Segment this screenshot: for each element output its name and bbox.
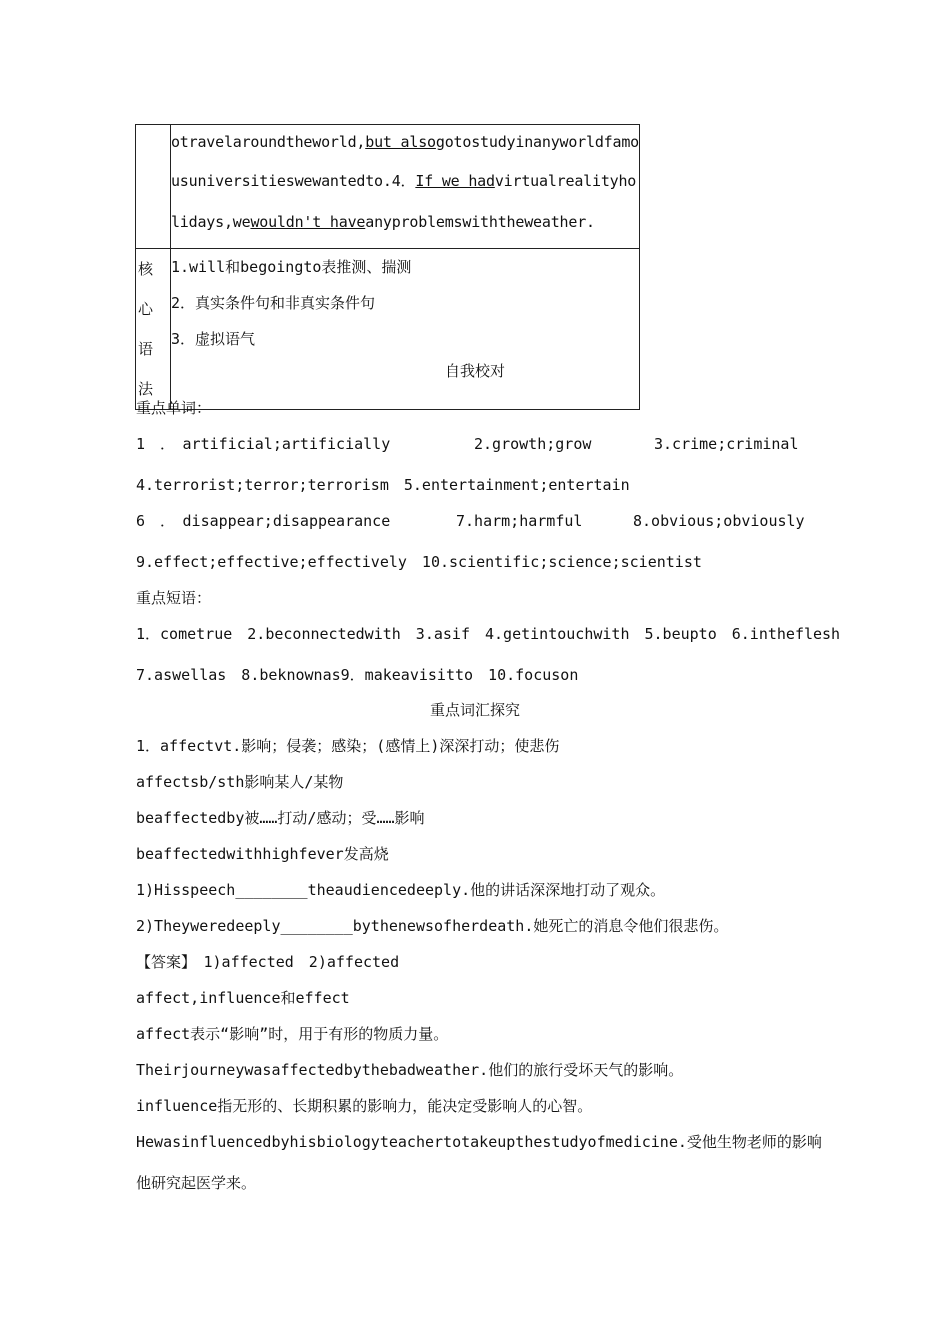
grammar-label-line: 法 [138, 380, 158, 398]
table-line [171, 207, 639, 248]
text-span: anyproblemswiththeweather. [365, 213, 595, 231]
key-words-title: 重点单词： [136, 399, 212, 417]
text-span: gotostudyinanyworldfamo [435, 133, 639, 151]
grammar-label-line: 核 心 语 [138, 260, 158, 358]
vocab-line: affectsb/sth影响某人/某物 [136, 773, 344, 791]
key-words-line [136, 433, 799, 454]
table-line [171, 166, 639, 207]
vocab-line: affect表示“影响”时，用于有形的物质力量。 [136, 1025, 449, 1043]
key-words-line: 4.terrorist;terror;terrorism 5.entertainment;entertain [136, 476, 630, 494]
text-span: otravelaroundtheworld, [170, 133, 366, 151]
underlined-text: but also [365, 133, 436, 151]
table-row [136, 249, 640, 410]
heading-vocab: 重点词汇探究 [429, 701, 520, 719]
example-line: Hewasinfluencedbyhisbiologyteachertotakeupthestudyofmedicine.受他生物老师的影响 [136, 1133, 822, 1151]
exercise-line: 1)Hisspeech________theaudiencedeeply.他的讲话深深地打动了观众。 [136, 881, 666, 899]
underlined-text: wouldn't have [250, 213, 366, 231]
grammar-item: 3．虚拟语气 [170, 330, 255, 348]
table-row [136, 125, 640, 249]
grammar-items-cell [170, 249, 639, 410]
key-phrases-title: 重点短语： [136, 589, 212, 607]
example-line: Theirjourneywasaffectedbythebadweather.他们的旅行受坏天气的影响。 [136, 1061, 684, 1079]
key-words-line [136, 510, 805, 531]
underlined-text: If we had [415, 172, 495, 190]
word-entry: 2.growth;grow [474, 435, 592, 453]
example-line: 他研究起医学来。 [136, 1174, 257, 1192]
vocab-line: influence指无形的、长期积累的影响力，能决定受影响人的心智。 [136, 1097, 593, 1115]
table-line [171, 127, 639, 168]
grammar-label [136, 249, 170, 409]
vocab-line: 1．affectvt.影响；侵袭；感染；(感情上)深深打动；使悲伤 [136, 737, 560, 755]
word-entry: 8.obvious;obviously [633, 512, 805, 530]
key-words-line: 9.effect;effective;effectively 10.scientific;science;scientist [136, 553, 702, 571]
text-span: virtualrealityho [494, 172, 637, 190]
word-entry: 6 ． disappear;disappearance [136, 512, 391, 530]
vocab-line: beaffectedwithhighfever发高烧 [136, 845, 389, 863]
key-phrases-line: 7.aswellas 8.beknownas9．makeavisitto 10.focuson [136, 666, 579, 684]
heading-self-check: 自我校对 [444, 362, 505, 380]
word-entry: 1 ． artificial;artificially [136, 435, 391, 453]
word-entry: 3.crime;criminal [654, 435, 799, 453]
grammar-label-cell [136, 249, 171, 410]
key-phrases-line: 1．cometrue 2.beconnectedwith 3.asif 4.getintouchwith 5.beupto 6.intheflesh [136, 625, 841, 643]
answer-line: 【答案】 1)affected 2)affected [136, 953, 400, 971]
word-entry: 7.harm;harmful [456, 512, 583, 530]
exercise-line: 2)Theyweredeeply________bythenewsofherdeath.她死亡的消息令他们很悲伤。 [136, 917, 729, 935]
table-cell-empty [136, 125, 171, 249]
table-cell-text [170, 125, 639, 249]
grammar-item: 1.will和begoingto表推测、揣测 [170, 258, 412, 276]
text-span: lidays,we [170, 213, 251, 231]
vocab-line: affect,influence和effect [136, 989, 350, 1007]
grammar-item: 2．真实条件句和非真实条件句 [170, 294, 375, 312]
text-span: usuniversitieswewantedto.4． [170, 172, 416, 190]
vocab-line: beaffectedby被……打动/感动；受……影响 [136, 809, 425, 827]
